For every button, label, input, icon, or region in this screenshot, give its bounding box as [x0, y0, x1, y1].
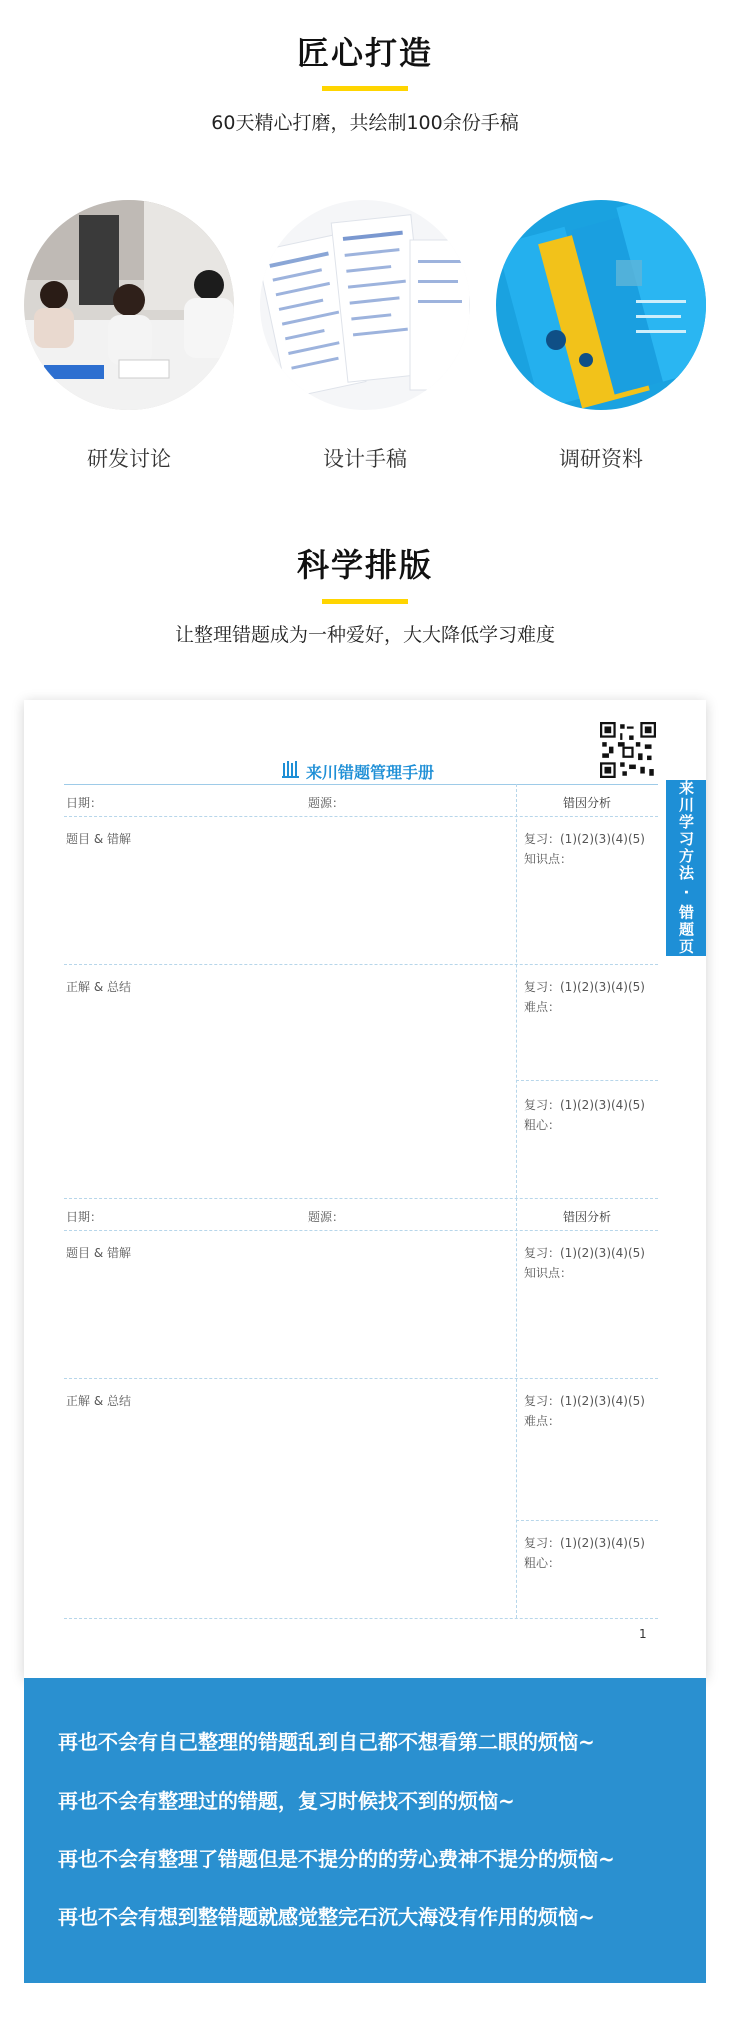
row-divider — [516, 1520, 658, 1521]
benefits-panel — [24, 1678, 706, 1983]
manual-title: 来川错题管理手册 — [306, 763, 435, 782]
section-title-craft: 匠心打造 — [296, 34, 433, 72]
row-divider — [516, 1080, 658, 1081]
row-divider — [64, 964, 658, 965]
review-checklist: 复习：(1)(2)(3)(4)(5) — [524, 980, 645, 994]
review-checklist: 复习：(1)(2)(3)(4)(5) — [524, 832, 645, 846]
correction-label: 正解 & 总结 — [66, 980, 131, 994]
column-divider — [516, 1198, 517, 1618]
header-rule — [64, 784, 658, 785]
benefit-item: 再也不会有自己整理的错题乱到自己都不想看第二眼的烦恼~ — [58, 1730, 595, 1754]
careless-label: 粗心： — [524, 1556, 561, 1570]
section-subtitle-craft: 60天精心打磨，共绘制100余份手稿 — [211, 112, 519, 134]
page-number: 1 — [639, 1627, 647, 1641]
error-notebook-page — [24, 700, 706, 1678]
section-title-layout: 科学排版 — [296, 546, 433, 584]
source-label: 题源： — [308, 1210, 345, 1224]
manual-logo-icon — [282, 761, 302, 778]
header-rule — [64, 1198, 658, 1199]
row-divider — [64, 1378, 658, 1379]
title-underline — [322, 86, 408, 91]
benefit-item: 再也不会有整理过的错题，复习时候找不到的烦恼~ — [58, 1789, 515, 1813]
review-checklist: 复习：(1)(2)(3)(4)(5) — [524, 1394, 645, 1408]
benefit-item: 再也不会有想到整错题就感觉整完石沉大海没有作用的烦恼~ — [58, 1905, 595, 1929]
section-subtitle-layout: 让整理错题成为一种爱好，大大降低学习难度 — [174, 624, 555, 646]
row-divider — [64, 1230, 658, 1231]
careless-label: 粗心： — [524, 1118, 561, 1132]
footer-rule — [64, 1618, 658, 1619]
photo-caption-discussion: 研发讨论 — [87, 447, 171, 471]
qr-code-icon — [600, 722, 656, 778]
photo-caption-manuscript: 设计手稿 — [323, 447, 407, 471]
review-checklist: 复习：(1)(2)(3)(4)(5) — [524, 1536, 645, 1550]
row-divider — [64, 816, 658, 817]
knowledge-label: 知识点： — [524, 1266, 573, 1280]
research-books-photo — [496, 200, 706, 410]
column-divider — [516, 784, 517, 1198]
title-underline — [322, 599, 408, 604]
difficulty-label: 难点： — [524, 1000, 561, 1014]
analysis-header: 错因分析 — [562, 1210, 611, 1224]
review-checklist: 复习：(1)(2)(3)(4)(5) — [524, 1246, 645, 1260]
difficulty-label: 难点： — [524, 1414, 561, 1428]
analysis-header: 错因分析 — [562, 796, 611, 810]
problem-label: 题目 & 错解 — [66, 832, 131, 846]
problem-label: 题目 & 错解 — [66, 1246, 131, 1260]
photo-caption-research: 调研资料 — [559, 447, 643, 471]
date-label: 日期： — [66, 1210, 103, 1224]
benefit-item: 再也不会有整理了错题但是不提分的的劳心费神不提分的烦恼~ — [58, 1847, 615, 1871]
correction-label: 正解 & 总结 — [66, 1394, 131, 1408]
team-discussion-photo — [24, 200, 234, 410]
manuscript-photo — [260, 200, 470, 410]
side-tab-label: 来川学习方法 · 错题页 — [666, 780, 706, 956]
knowledge-label: 知识点： — [524, 852, 573, 866]
review-checklist: 复习：(1)(2)(3)(4)(5) — [524, 1098, 645, 1112]
source-label: 题源： — [308, 796, 345, 810]
date-label: 日期： — [66, 796, 103, 810]
